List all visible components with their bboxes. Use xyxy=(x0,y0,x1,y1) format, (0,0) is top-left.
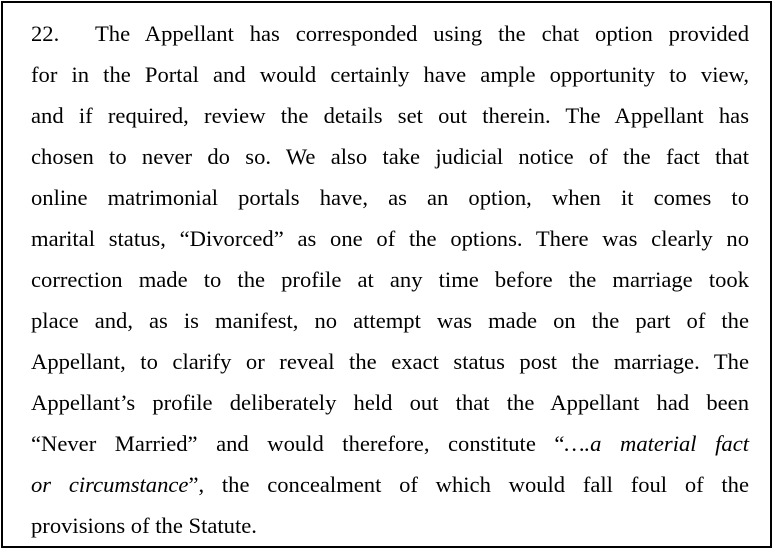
line-12-text: ”, the concealment of which would fall foul of the xyxy=(188,472,749,497)
paragraph-22 xyxy=(31,13,749,546)
line-13: provisions of the Statute. xyxy=(31,513,257,538)
quoted-phrase-end: or circumstance xyxy=(31,472,189,497)
line-2: for in the Portal and would certainly have ample opportunity to view, xyxy=(31,62,749,87)
line-11 xyxy=(31,423,749,464)
line-1 xyxy=(31,13,749,54)
line-12 xyxy=(31,464,749,505)
line-4: chosen to never do so. We also take judicial notice of the fact that xyxy=(31,144,749,169)
document-frame xyxy=(1,1,772,548)
line-11-text: “Never Married” and would therefore, constitute “ xyxy=(31,431,565,456)
line-6: marital status, “Divorced” as one of the options. There was clearly no xyxy=(31,226,749,251)
line-1-text: The Appellant has corresponded using the chat option provided xyxy=(95,21,749,46)
line-5: online matrimonial portals have, as an option, when it comes to xyxy=(31,185,749,210)
line-8: place and, as is manifest, no attempt was made on the part of the xyxy=(31,308,749,333)
line-7: correction made to the profile at any time before the marriage took xyxy=(31,267,749,292)
line-10: Appellant’s profile deliberately held out that the Appellant had been xyxy=(31,390,749,415)
paragraph-number: 22. xyxy=(31,21,60,46)
line-9: Appellant, to clarify or reveal the exact status post the marriage. The xyxy=(31,349,749,374)
quoted-phrase-start: ….a material fact xyxy=(564,431,749,456)
line-3: and if required, review the details set out therein. The Appellant has xyxy=(31,103,749,128)
